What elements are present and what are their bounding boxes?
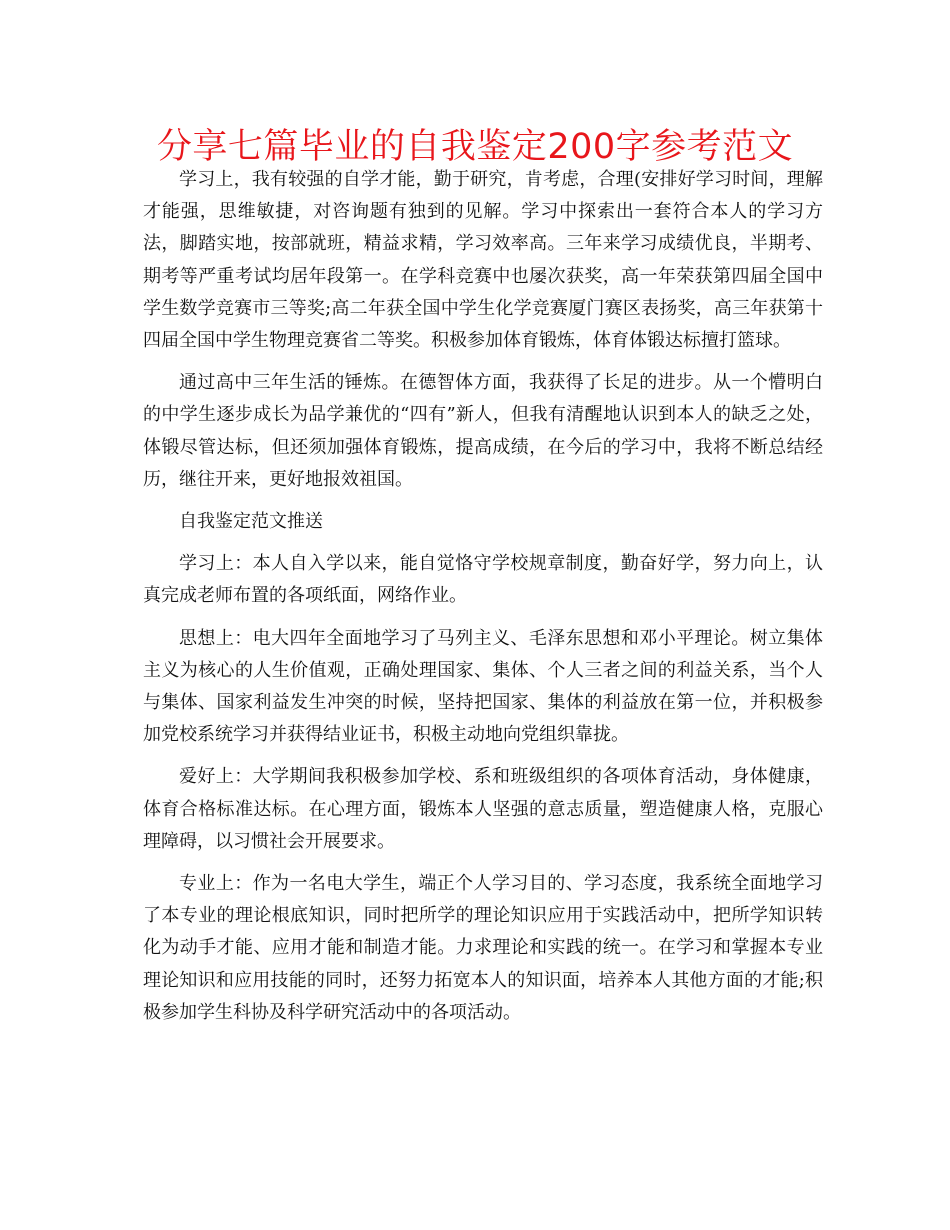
paragraph-hobby: 爱好上：大学期间我积极参加学校、系和班级组织的各项体育活动，身体健康，体育合格标准达标。在心理方面，锻炼本人坚强的意志质量，塑造健康人格，克服心理障碍，以习惯社会开展要求。 [143,766,823,852]
paragraph-study: 学习上：本人自入学以来，能自觉恪守学校规章制度，勤奋好学，努力向上，认真完成老师布置的各项纸面，网络作业。 [143,553,823,607]
paragraph-study-highschool: 学习上，我有较强的自学才能，勤于研究，肯考虑，合理(安排好学习时间，理解才能强，思维敏捷，对咨询题有独到的见解。学习中探索出一套符合本人的学习方法，脚踏实地，按部就班，精益求精，学习效率高。三年来学习成绩优良，半期考、期考等严重考试均居年段第一。在学科竞赛中也屡次获奖，高一年荣获第四届全国中学生数学竞赛市三等奖;高二年获全国中学生化学竞赛厦门赛区表扬奖，高三年获第十四届全国中学生物理竞赛省二等奖。积极参加体育锻炼，体育体锻达标擅打篮球。 [143,169,823,352]
paragraph-section-heading: 自我鉴定范文推送 [179,511,323,533]
document-body [143,164,823,1039]
paragraph-thought: 思想上：电大四年全面地学习了马列主义、毛泽东思想和邓小平理论。树立集体主义为核心的人生价值观，正确处理国家、集体、个人三者之间的利益关系，当个人与集体、国家利益发生冲突的时候，坚持把国家、集体的利益放在第一位，并积极参加党校系统学习并获得结业证书，积极主动地向党组织靠拢。 [143,627,823,746]
paragraph-highschool-summary: 通过高中三年生活的锤炼。在德智体方面，我获得了长足的进步。从一个懵明白的中学生逐步成长为品学兼优的“四有”新人，但我有清醒地认识到本人的缺乏之处，体锻尽管达标，但还须加强体育锻炼，提高成绩，在今后的学习中，我将不断总结经历，继往开来，更好地报效祖国。 [143,372,823,490]
paragraph-major: 专业上：作为一名电大学生，端正个人学习目的、学习态度，我系统全面地学习了本专业的理论根底知识，同时把所学的理论知识应用于实践活动中，把所学知识转化为动手才能、应用才能和制造才能。力求理论和实践的统一。在学习和掌握本专业理论知识和应用技能的同时，还努力拓宽本人的知识面，培养本人其他方面的才能;积极参加学生科协及科学研究活动中的各项活动。 [143,873,823,1023]
document-title: 分享七篇毕业的自我鉴定200字参考范文 [156,127,794,167]
